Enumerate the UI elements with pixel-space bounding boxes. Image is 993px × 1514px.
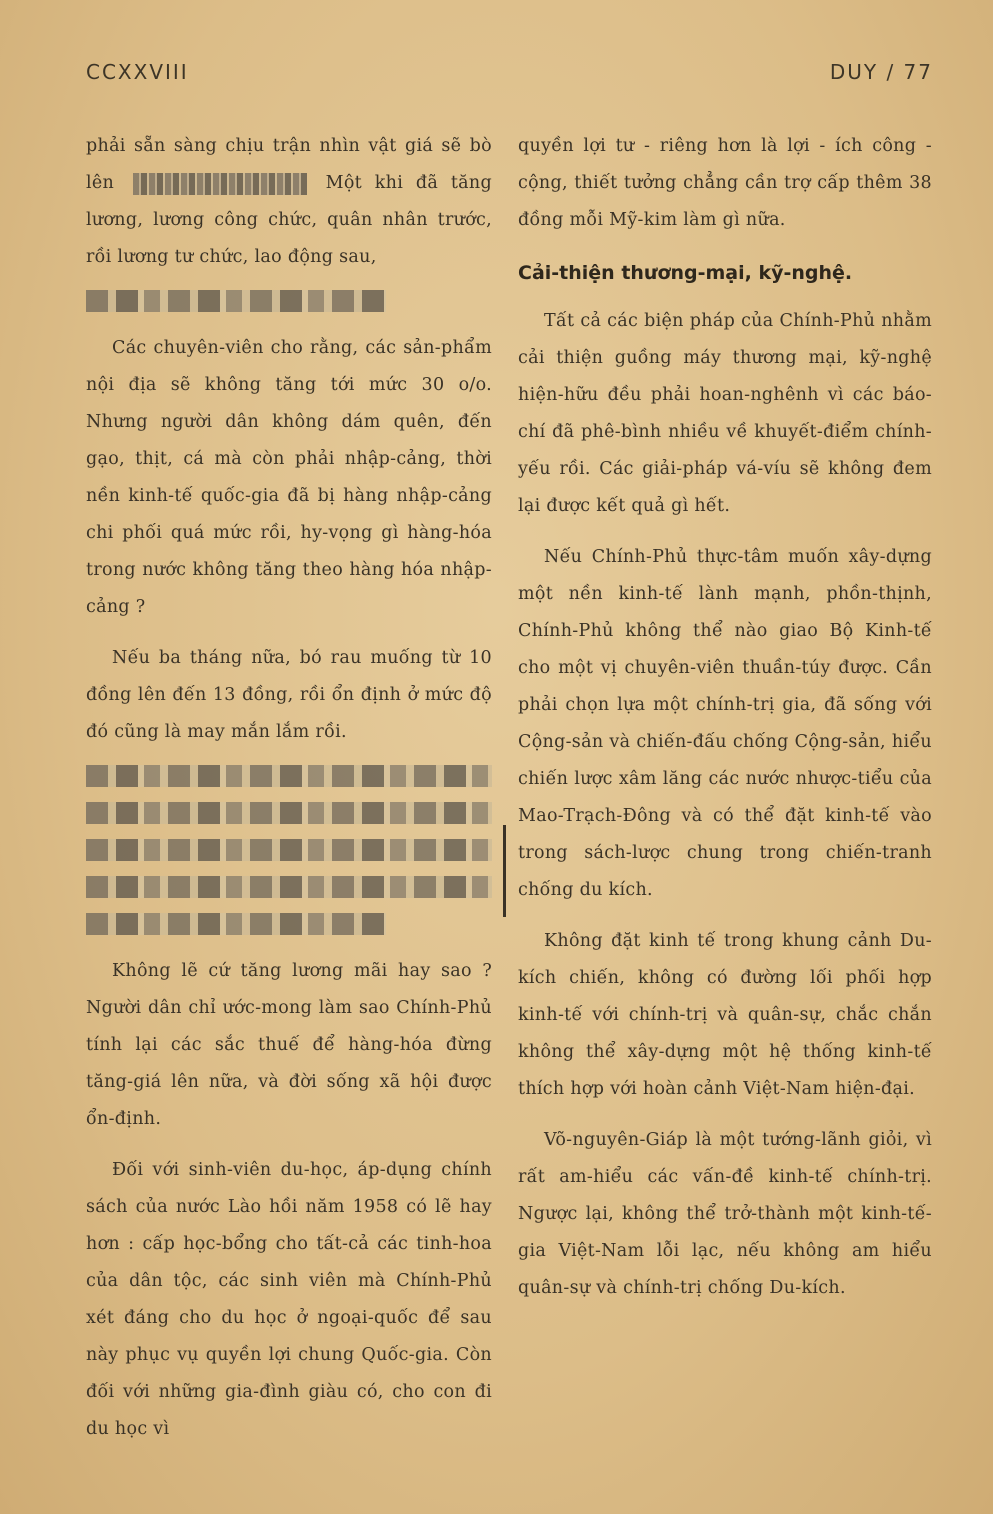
paragraph-1-text-a: phải sẵn sàng chịu trận nhìn vật giá sẽ bò lên <box>86 136 492 193</box>
censored-line <box>86 913 386 935</box>
censored-block-1 <box>86 290 492 312</box>
paragraph-1-text-b: Một khi đã tăng lương, lương công chức, quân nhân trước, rồi lương tư chức, lao động sau, <box>86 173 492 267</box>
paragraph-r2: Tất cả các biện pháp của Chính-Phủ nhằm cải thiện guồng máy thương mại, kỹ-nghệ hiện-hữu đều phải hoan-nghênh vì các báo-chí đã phê-bình nhiều về khuyết-điểm chính-yếu rồi. Các giải-pháp vá-víu sẽ không đem lại được kết quả gì hết. <box>518 311 932 516</box>
paragraph-1 <box>86 128 492 276</box>
paragraph-r3: Nếu Chính-Phủ thực-tâm muốn xây-dựng một nền kinh-tế lành mạnh, phồn-thịnh, Chính-Phủ không thể nào giao Bộ Kinh-tế cho một vị chuyên-viên thuần-túy được. Cần phải chọn lựa một chính-trị gia, đã sống với Cộng-sản và chiến-đấu chống Cộng-sản, hiểu chiến lược xâm lăng các nước nhược-tiểu của Mao-Trạch-Đông và có thể đặt kinh-tế vào trong sách-lược chung trong chiến-tranh chống du kích. <box>518 547 932 900</box>
censored-block-2 <box>86 765 492 935</box>
paragraph-2: Các chuyên-viên cho rằng, các sản-phẩm nội địa sẽ không tăng tới mức 30 o/o. Nhưng người dân không dám quên, đến gạo, thịt, cá mà còn phải nhập-cảng, thời nền kinh-tế quốc-gia đã bị hàng nhập-cảng chi phối quá mức rồi, hy-vọng gì hàng-hóa trong nước không tăng theo hàng hóa nhập-cảng ? <box>86 338 492 617</box>
censored-line <box>86 290 386 312</box>
censored-line <box>86 765 492 787</box>
censored-line <box>86 839 492 861</box>
censored-line <box>86 876 492 898</box>
paragraph-5: Đối với sinh-viên du-học, áp-dụng chính sách của nước Lào hồi năm 1958 có lẽ hay hơn : cấp học-bổng cho tất-cả các tinh-hoa của dân tộc, các sinh viên mà Chính-Phủ xét đáng cho du học ở ngoại-quốc để sau này phục vụ quyền lợi chung Quốc-gia. Còn đối với những gia-đình giàu có, cho con đi du học vì <box>86 1160 492 1439</box>
paragraph-continued: quyền lợi tư - riêng hơn là lợi - ích công - cộng, thiết tưởng chẳng cần trợ cấp thêm 38 đồng mỗi Mỹ-kim làm gì nữa. <box>518 136 932 230</box>
section-heading: Cải-thiện thương-mại, kỹ-nghệ. <box>518 262 853 284</box>
censored-inline-block <box>133 173 307 195</box>
paragraph-4: Không lẽ cứ tăng lương mãi hay sao ? Người dân chỉ ước-mong làm sao Chính-Phủ tính lại các sắc thuế để hàng-hóa đừng tăng-giá lên nữa, và đời sống xã hội được ổn-định. <box>86 961 492 1129</box>
running-title-header: DUY / 77 <box>829 60 933 84</box>
paragraph-r4: Không đặt kinh tế trong khung cảnh Du-kích chiến, không có đường lối phối hợp kinh-tế với chính-trị và quân-sự, chắc chắn không thể xây-dựng một hệ thống kinh-tế thích hợp với hoàn cảnh Việt-Nam hiện-đại. <box>518 931 932 1099</box>
paragraph-r5: Võ-nguyên-Giáp là một tướng-lãnh giỏi, vì rất am-hiểu các vấn-đề kinh-tế chính-trị. Ngược lại, không thể trở-thành một kinh-tế-gia Việt-Nam lỗi lạc, nếu không am hiểu quân-sự và chính-trị chống Du-kích. <box>518 1130 932 1298</box>
right-column <box>518 128 932 1321</box>
page-number-header: CCXXVIII <box>86 60 189 84</box>
paragraph-3: Nếu ba tháng nữa, bó rau muống từ 10 đồng lên đến 13 đồng, rồi ổn định ở mức độ đó cũng là may mắn lắm rồi. <box>86 648 492 742</box>
left-column <box>86 128 492 1462</box>
censored-line <box>86 802 492 824</box>
margin-bar-mark <box>503 825 506 917</box>
